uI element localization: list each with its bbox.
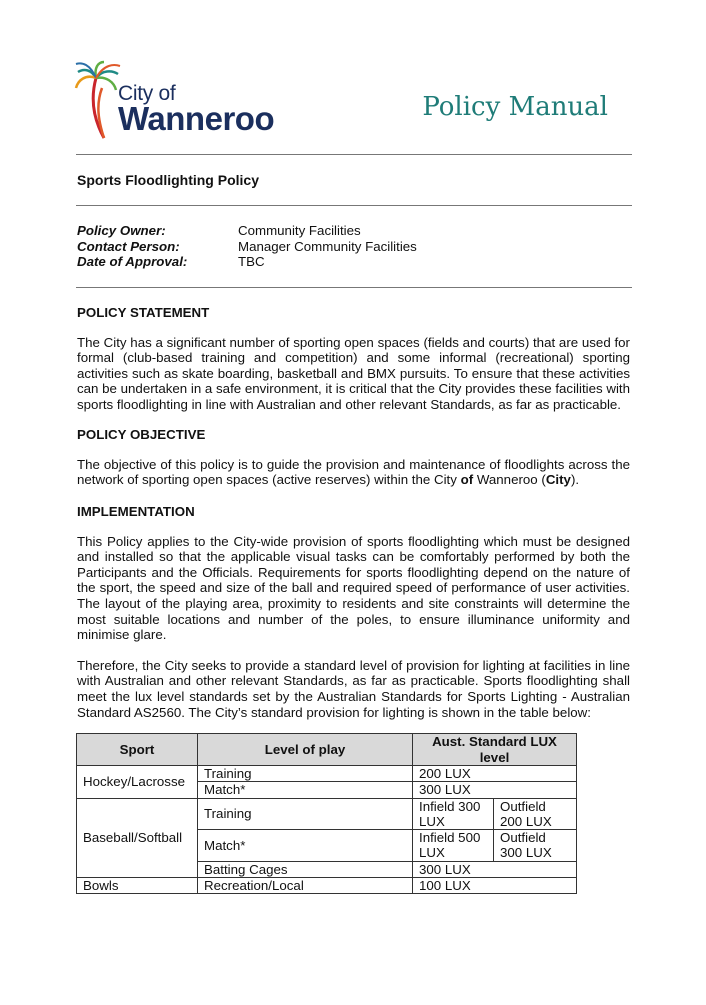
text-run: The objective of this policy is to guide the provision and maintenance of floodlights across the network of sporting open spaces (active reserves) within the City: [77, 456, 630, 488]
table-header-cell: Sport: [77, 734, 198, 766]
policy-objective-section: [77, 427, 630, 488]
table-cell-lux-infield: Infield 500 LUX: [413, 830, 494, 862]
text-run: Wanneroo (: [473, 472, 546, 488]
table-row: [77, 878, 577, 894]
meta-value: Manager Community Facilities: [238, 238, 417, 254]
table-cell-lux: 200 LUX: [413, 766, 577, 782]
table-cell-sport: Bowls: [77, 878, 198, 894]
table-cell-level: Recreation/Local: [198, 878, 413, 894]
section-heading: POLICY STATEMENT: [77, 305, 210, 320]
table-cell-lux: 300 LUX: [413, 861, 577, 877]
table-cell-level: Match*: [198, 782, 413, 798]
table-cell-level: Batting Cages: [198, 861, 413, 877]
logo-mark-icon: [74, 60, 124, 140]
implementation-section: [77, 504, 630, 720]
text-run-bold: City: [545, 472, 571, 488]
meta-label: Date of Approval:: [77, 254, 188, 269]
manual-title: Policy Manual: [422, 92, 608, 122]
text-run-bold: of: [460, 472, 474, 488]
meta-row-approval: [77, 254, 417, 270]
table-header-cell: Level of play: [198, 734, 413, 766]
policy-meta: [77, 223, 417, 270]
table-header-row: [77, 734, 577, 766]
policy-title: Sports Floodlighting Policy: [77, 172, 259, 188]
city-logo: [74, 60, 284, 142]
meta-label: Contact Person:: [77, 238, 180, 254]
text-run: ).: [570, 472, 580, 488]
meta-divider: [76, 287, 632, 288]
table-cell-lux-outfield: Outfield 200 LUX: [494, 798, 577, 830]
table-cell-lux-infield: Infield 300 LUX: [413, 798, 494, 830]
section-paragraph: [77, 457, 630, 488]
section-heading: POLICY OBJECTIVE: [77, 427, 206, 442]
table-cell-lux: 100 LUX: [413, 878, 577, 894]
table-cell-sport: Baseball/Softball: [77, 798, 198, 877]
meta-row-owner: [77, 223, 417, 239]
table-cell-sport: Hockey/Lacrosse: [77, 766, 198, 799]
table-cell-level: Training: [198, 798, 413, 830]
section-paragraph: This Policy applies to the City-wide provision of sports floodlighting which must be designed and installed so that the applicable visual tasks can be comfortably performed by both the Participants and the Officials. Requirements for sports floodlighting depend on the nature of the sport, the speed and size of the ball and required speed of performance of user activities. The layout of the playing area, proximity to residents and site constraints will determine the most suitable locations and number of the poles, to ensure illuminance uniformity and minimise glare.: [77, 533, 630, 643]
table-cell-level: Match*: [198, 830, 413, 862]
header-divider: [76, 154, 632, 155]
table-cell-lux: 300 LUX: [413, 782, 577, 798]
section-paragraph: Therefore, the City seeks to provide a standard level of provision for lighting at facilities in line with Australian and other relevant Standards, as far as practicable. Sports floodlighting shall meet the lux level standards set by the Australian Standards for Sports Lighting - Australian Standard AS2560. The City’s standard provision for lighting is shown in the table below:: [77, 657, 630, 720]
table-row: [77, 798, 577, 830]
meta-value: Community Facilities: [238, 223, 361, 238]
section-paragraph: The City has a significant number of sporting open spaces (fields and courts) that are used for formal (club-based training and competition) and some informal (recreational) sporting activities such as skate boarding, basketball and BMX pursuits. To ensure that these activities can be undertaken in a safe environment, it is critical that the City provides these facilities with sports floodlighting in line with Australian and other relevant Standards, as far as practicable.: [77, 334, 630, 412]
table-cell-lux-outfield: Outfield 300 LUX: [494, 830, 577, 862]
lux-table: [76, 733, 577, 894]
table-header-cell: Aust. Standard LUX level: [413, 734, 577, 766]
meta-row-contact: [77, 239, 417, 255]
section-heading: IMPLEMENTATION: [77, 504, 195, 519]
logo-city-text: City of: [118, 82, 176, 105]
title-divider: [76, 205, 632, 206]
logo-name-text: Wanneroo: [118, 100, 275, 137]
table-cell-level: Training: [198, 766, 413, 782]
meta-label: Policy Owner:: [77, 223, 166, 238]
policy-statement-section: [77, 305, 630, 413]
table-row: [77, 766, 577, 782]
meta-value: TBC: [238, 254, 265, 269]
